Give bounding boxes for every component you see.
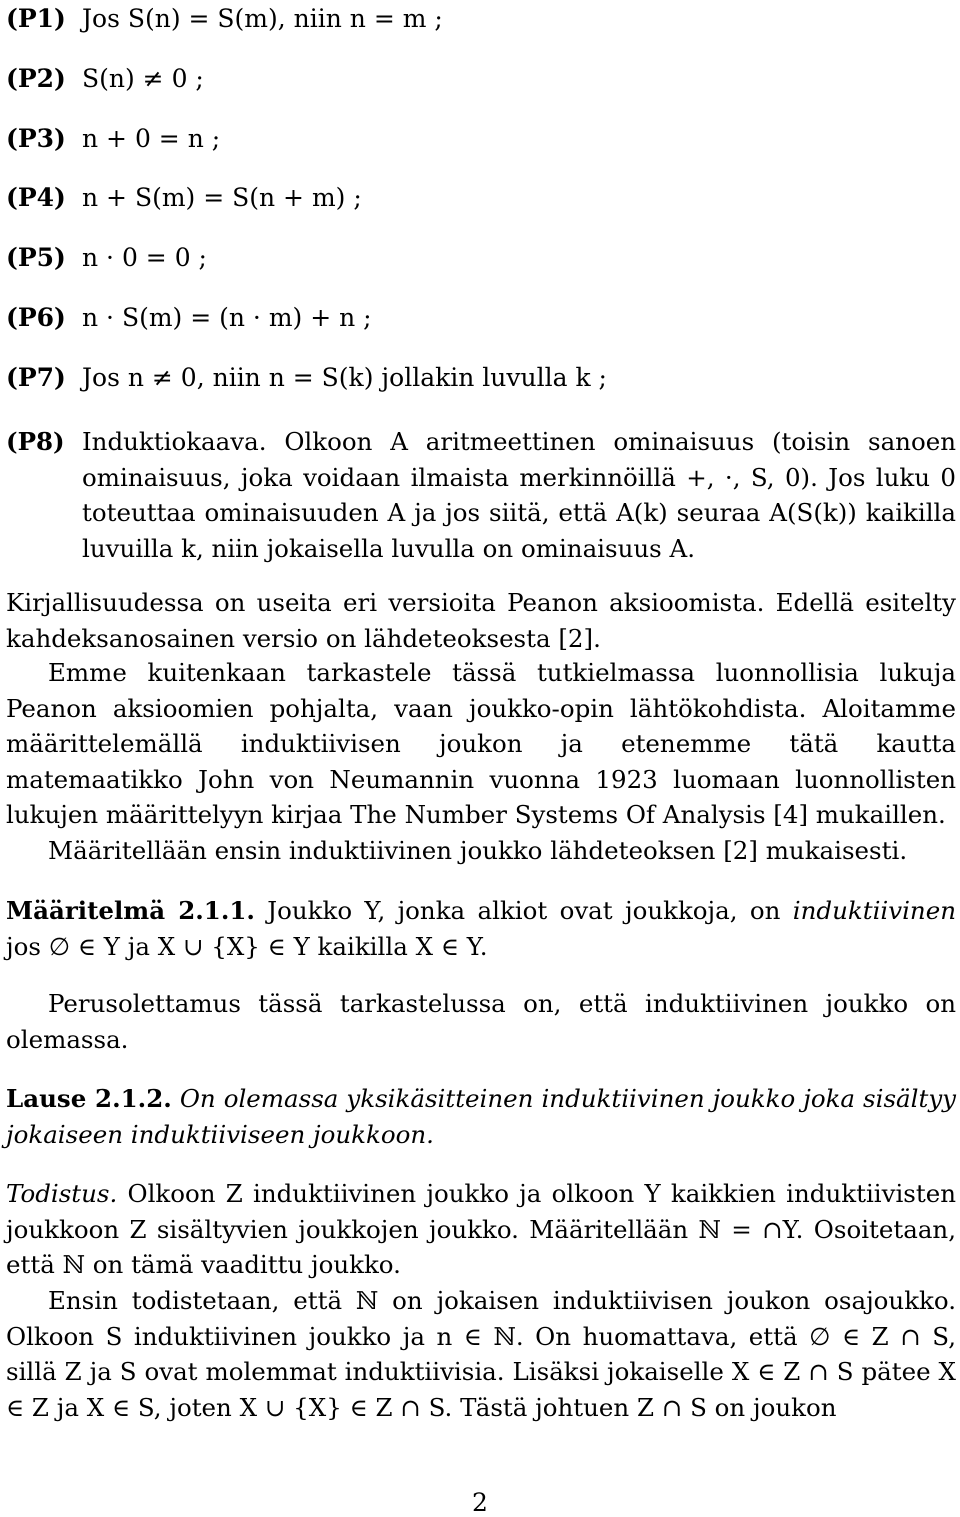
axiom-text: Induktiokaava. Olkoon A aritmeettinen ominaisuus (toisin sanoen ominaisuus, joka voidaan ilmaista merkinnöillä +, ·, S, 0). Jos luku 0 toteuttaa ominaisuuden A ja jos siitä, että A(k) seuraa A(S(k)) kaikilla luvuilla k, niin jokaisella luvulla on ominaisuus A. xyxy=(82,427,956,563)
theorem-heading: Lause 2.1.2. xyxy=(6,1084,172,1113)
paragraph-intro-definition: Määritellään ensin induktiivinen joukko lähdeteoksen [2] mukaisesti. xyxy=(48,836,908,865)
axiom-label: (P2) xyxy=(6,64,66,93)
paragraph-assumption: Perusolettamus tässä tarkastelussa on, että induktiivinen joukko on olemassa. xyxy=(6,989,956,1054)
axiom-p2 xyxy=(6,63,204,94)
axiom-p4 xyxy=(6,182,362,213)
axiom-text: Jos S(n) = S(m), niin n = m ; xyxy=(82,4,443,33)
axiom-text: n + S(m) = S(n + m) ; xyxy=(82,183,362,212)
definition-block xyxy=(6,893,956,964)
theorem-statement: On olemassa yksikäsitteinen induktiivinen joukko joka sisältyy jokaiseen induktiiviseen joukkoon. xyxy=(6,1084,956,1149)
axiom-label: (P1) xyxy=(6,4,66,33)
definition-heading: Määritelmä 2.1.1. xyxy=(6,896,255,925)
page-number: 2 xyxy=(472,1488,488,1517)
paragraph-versions: Kirjallisuudessa on useita eri versioita Peanon aksioomista. Edellä esitelty kahdeksanosainen versio on lähdeteoksesta [2]. xyxy=(6,588,956,653)
axiom-label: (P7) xyxy=(6,363,66,392)
axiom-p3 xyxy=(6,123,220,154)
axiom-label: (P5) xyxy=(6,243,66,272)
theorem-block xyxy=(6,1081,956,1152)
definition-text-before: Joukko Y, jonka alkiot ovat joukkoja, on xyxy=(267,896,781,925)
definition-text-after: jos ∅ ∈ Y ja X ∪ {X} ∈ Y kaikilla X ∈ Y. xyxy=(6,931,488,961)
axiom-p8 xyxy=(6,424,956,566)
axiom-text: Jos n ≠ 0, niin n = S(k) jollakin luvulla k ; xyxy=(82,363,607,392)
proof-paragraph-2: Ensin todistetaan, että ℕ on jokaisen induktiivisen joukon osajoukko. Olkoon S induktiivinen joukko ja n ∈ ℕ. On huomattava, että ∅ ∈ Z ∩ S, sillä Z ja S ovat molemmat induktiivisia. Lisäksi jokaiselle X ∈ Z ∩ S pätee X ∈ Z ja X ∈ S, joten X ∪ {X} ∈ Z ∩ S. Tästä johtuen Z ∩ S on joukon xyxy=(6,1286,956,1422)
axiom-p7 xyxy=(6,362,607,393)
axiom-text: S(n) ≠ 0 ; xyxy=(82,64,204,93)
axiom-p5 xyxy=(6,242,207,273)
axiom-label: (P6) xyxy=(6,303,66,332)
axiom-text: n · 0 = 0 ; xyxy=(82,243,207,272)
axiom-p6 xyxy=(6,302,372,333)
axiom-text: n + 0 = n ; xyxy=(82,124,221,153)
definition-term: induktiivinen xyxy=(792,896,956,925)
paragraph-approach: Emme kuitenkaan tarkastele tässä tutkielmassa luonnollisia lukuja Peanon aksioomien pohjalta, vaan joukko-opin lähtökohdista. Aloitamme määrittelemällä induktiivisen joukon ja etenemme tätä kautta matemaatikko John von Neumannin vuonna 1923 luomaan luonnollisten lukujen määrittelyyn kirjaa The Number Systems Of Analysis [4] mukaillen. xyxy=(6,658,956,829)
axiom-label: (P3) xyxy=(6,124,66,153)
axiom-label: (P8) xyxy=(6,427,65,456)
axiom-label: (P4) xyxy=(6,183,66,212)
axiom-text: n · S(m) = (n · m) + n ; xyxy=(82,303,372,332)
proof-heading: Todistus. xyxy=(6,1179,118,1208)
proof-paragraph-1 xyxy=(6,1176,956,1283)
axiom-p1 xyxy=(6,3,443,34)
proof-text: Olkoon Z induktiivinen joukko ja olkoon Y kaikkien induktiivisten joukkoon Z sisältyvien joukkojen joukko. Määritellään ℕ = ∩Y. Osoitetaan, että ℕ on tämä vaadittu joukko. xyxy=(6,1179,956,1279)
